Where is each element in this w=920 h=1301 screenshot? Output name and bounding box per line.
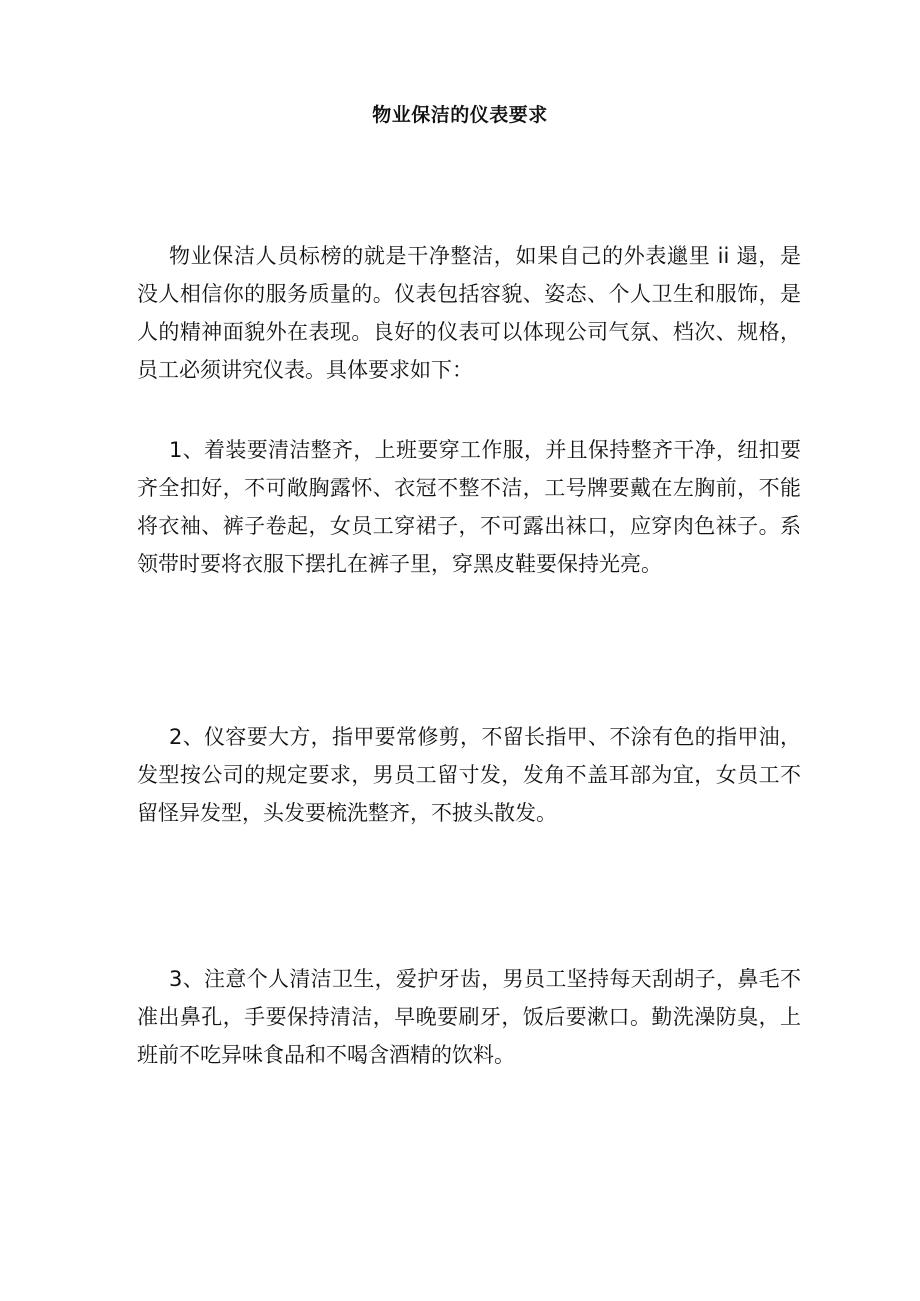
paragraph-item-2: 2、仪容要大方，指甲要常修剪，不留长指甲、不涂有色的指甲油，发型按公司的规定要求，男员工留寸发，发角不盖耳部为宜，女员工不留怪异发型，头发要梳洗整齐，不披头散发。 xyxy=(137,725,801,825)
paragraph-intro: 物业保洁人员标榜的就是干净整洁，如果自己的外表邋里 ii 遢，是没人相信你的服务质量的。仪表包括容貌、姿态、个人卫生和服饰，是人的精神面貌外在表现。良好的仪表可以体现公司气氛、档次、规格，员工必须讲究仪表。具体要求如下： xyxy=(137,244,801,382)
page-title: 物业保洁的仪表要求 xyxy=(372,104,548,126)
paragraph-item-3: 3、注意个人清洁卫生，爱护牙齿，男员工坚持每天刮胡子，鼻毛不准出鼻孔，手要保持清洁，早晚要刷牙，饭后要漱口。勤洗澡防臭，上班前不吃异味食品和不喝含酒精的饮料。 xyxy=(137,967,801,1067)
paragraph-item-1: 1、着装要清洁整齐，上班要穿工作服，并且保持整齐干净，纽扣要齐全扣好，不可敞胸露怀、衣冠不整不洁，工号牌要戴在左胸前，不能将衣袖、裤子卷起，女员工穿裙子，不可露出袜口，应穿肉色袜子。系领带时要将衣服下摆扎在裤子里，穿黑皮鞋要保持光亮。 xyxy=(137,438,801,576)
